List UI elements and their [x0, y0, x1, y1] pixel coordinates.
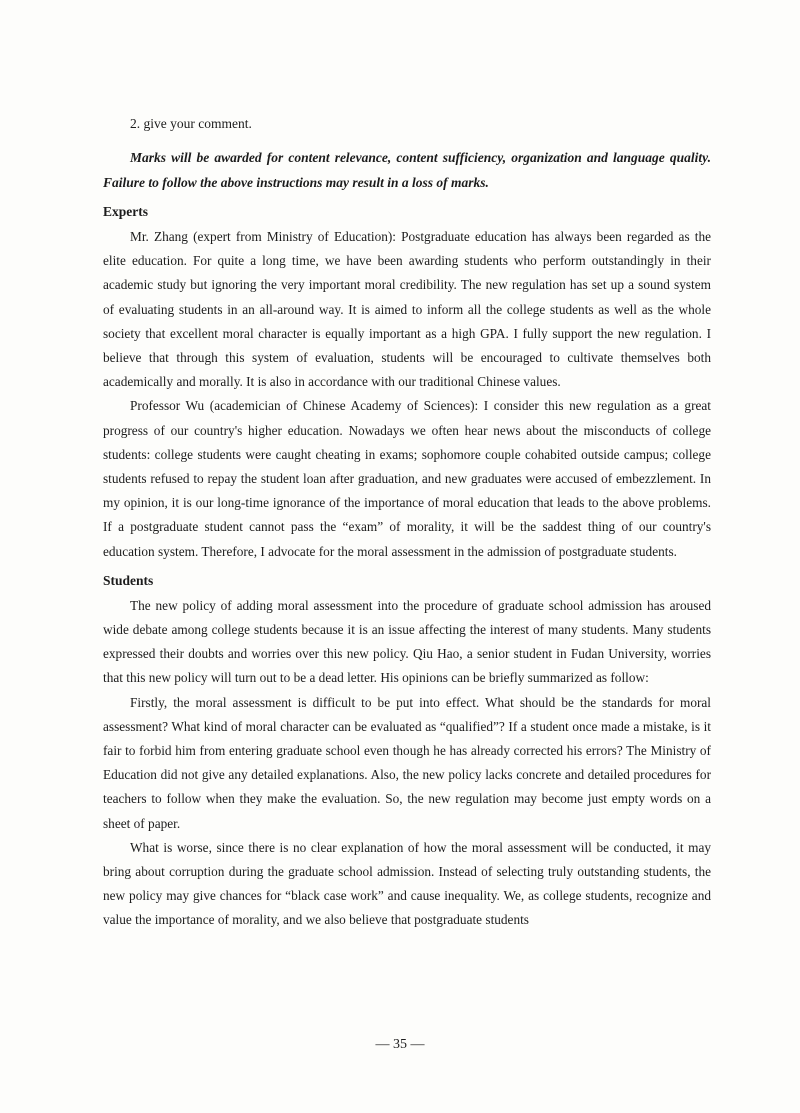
- experts-heading: Experts: [103, 204, 148, 219]
- page-content: [103, 113, 711, 933]
- students-paragraph-worse: What is worse, since there is no clear explanation of how the moral assessment will be conducted, it may bring about corruption during the graduate school admission. Instead of selecting truly outstanding students, the new policy may give chances for “black case work” and cause inequality. We, as college students, recognize and value the importance of morality, and we also believe that postgraduate students: [103, 839, 711, 928]
- students-paragraph-firstly: Firstly, the moral assessment is difficult to be put into effect. What should be the standards for moral assessment? What kind of moral character can be evaluated as “qualified”? If a student once made a mistake, is it fair to forbid him from entering graduate school even though he has already corrected his errors? The Ministry of Education did not give any detailed explanations. Also, the new policy lacks concrete and detailed procedures for teachers to follow when they make the evaluation. So, the new regulation may become just empty words on a sheet of paper.: [103, 694, 711, 831]
- page-number: — 35 —: [375, 1037, 425, 1052]
- marking-instructions: Marks will be awarded for content relevance, content sufficiency, organization and language quality. Failure to follow the above instructions may result in a loss of marks.: [103, 150, 711, 190]
- students-paragraph-intro: The new policy of adding moral assessment into the procedure of graduate school admission has aroused wide debate among college students because it is an issue affecting the interest of many students. Many students expressed their doubts and worries over this new policy. Qiu Hao, a senior student in Fudan University, worries that this new policy will turn out to be a dead letter. His opinions can be briefly summarized as follow:: [103, 597, 711, 686]
- experts-paragraph-wu: Professor Wu (academician of Chinese Academy of Sciences): I consider this new regulation as a great progress of our country's higher education. Nowadays we often hear news about the misconducts of college students: college students were caught cheating in exams; sophomore couple cohabited outside campus; college students refused to repay the student loan after graduation, and new graduates were accused of embezzlement. In my opinion, it is our long-time ignorance of the importance of moral education that leads to the above problems. If a postgraduate student cannot pass the “exam” of morality, it will be the saddest thing of our country's education system. Therefore, I advocate for the moral assessment in the admission of postgraduate students.: [103, 398, 711, 559]
- list-item: 2. give your comment.: [130, 116, 252, 131]
- students-heading: Students: [103, 572, 154, 588]
- experts-paragraph-zhang: Mr. Zhang (expert from Ministry of Education): Postgraduate education has always been regarded as the elite education. For quite a long time, we have been awarding students who perform outstandingly in their academic study but ignoring the very important moral credibility. The new regulation has set up a sound system of evaluating students in an all-around way. It is aimed to inform all the college students as well as the whole society that excellent moral character is equally important as a high GPA. I fully support the new regulation. I believe that through this system of evaluation, students will be encouraged to cultivate themselves both academically and morally. It is also in accordance with our traditional Chinese values.: [103, 229, 711, 390]
